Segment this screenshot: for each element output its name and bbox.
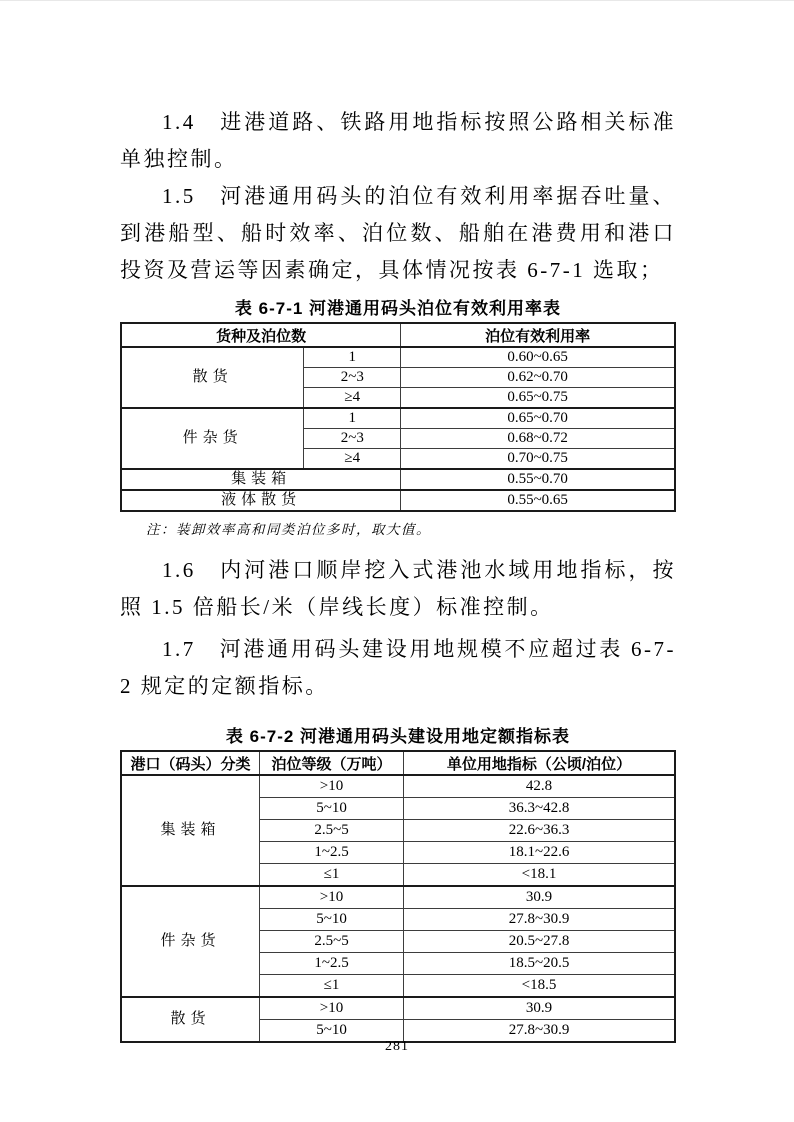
table-row bbox=[121, 886, 675, 909]
paragraph-1-7: 1.7 河港通用码头建设用地规模不应超过表 6-7-2 规定的定额指标。 bbox=[120, 637, 676, 698]
land-indicator-cell: <18.1 bbox=[404, 864, 675, 887]
berth-class-cell: 5~10 bbox=[260, 909, 404, 931]
berth-count-cell: 2~3 bbox=[304, 368, 401, 388]
berth-class-cell: ≤1 bbox=[260, 864, 404, 887]
land-indicator-cell: 42.8 bbox=[404, 775, 675, 798]
land-indicator-cell: 22.6~36.3 bbox=[404, 820, 675, 842]
land-indicator-cell: 20.5~27.8 bbox=[404, 931, 675, 953]
cargo-type-cell: 散货 bbox=[121, 997, 260, 1042]
berth-count-cell: 1 bbox=[304, 408, 401, 429]
utilization-rate-cell: 0.55~0.65 bbox=[401, 490, 675, 511]
table-6-7-1-berth-utilization bbox=[120, 322, 676, 512]
t1-header-utilization-rate: 泊位有效利用率 bbox=[401, 323, 675, 347]
table-row bbox=[121, 347, 675, 368]
utilization-rate-cell: 0.55~0.70 bbox=[401, 469, 675, 490]
table-row bbox=[121, 408, 675, 429]
berth-class-cell: >10 bbox=[260, 886, 404, 909]
berth-class-cell: >10 bbox=[260, 997, 404, 1020]
table-row bbox=[121, 490, 675, 511]
paragraph-1-5: 1.5 河港通用码头的泊位有效利用率据吞吐量、到港船型、船时效率、泊位数、船舶在港费用和港口投资及营运等因素确定，具体情况按表 6-7-1 选取； bbox=[120, 184, 676, 282]
paragraph-1-4: 1.4 进港道路、铁路用地指标按照公路相关标准单独控制。 bbox=[120, 110, 676, 171]
berth-class-cell: 5~10 bbox=[260, 1020, 404, 1043]
table-6-7-1-title: 表 6-7-1 河港通用码头泊位有效利用率表 bbox=[234, 299, 562, 318]
utilization-rate-cell: 0.65~0.70 bbox=[401, 408, 675, 429]
land-indicator-cell: 27.8~30.9 bbox=[404, 909, 675, 931]
cargo-type-cell: 集装箱 bbox=[121, 775, 260, 886]
land-indicator-cell: <18.5 bbox=[404, 975, 675, 998]
berth-class-cell: ≤1 bbox=[260, 975, 404, 998]
cargo-type-cell: 液体散货 bbox=[121, 490, 401, 511]
land-indicator-cell: 36.3~42.8 bbox=[404, 798, 675, 820]
t1-header-cargo-and-berths: 货种及泊位数 bbox=[121, 323, 401, 347]
berth-class-cell: 5~10 bbox=[260, 798, 404, 820]
berth-count-cell: ≥4 bbox=[304, 388, 401, 409]
table-row bbox=[121, 997, 675, 1020]
utilization-rate-cell: 0.62~0.70 bbox=[401, 368, 675, 388]
cargo-type-cell: 件杂货 bbox=[121, 886, 260, 997]
berth-class-cell: 2.5~5 bbox=[260, 820, 404, 842]
land-indicator-cell: 18.5~20.5 bbox=[404, 953, 675, 975]
page-number: 281 bbox=[385, 1039, 409, 1054]
utilization-rate-cell: 0.65~0.75 bbox=[401, 388, 675, 409]
table-header-row bbox=[121, 751, 675, 775]
berth-class-cell: 2.5~5 bbox=[260, 931, 404, 953]
berth-count-cell: ≥4 bbox=[304, 449, 401, 470]
land-indicator-cell: 30.9 bbox=[404, 886, 675, 909]
land-indicator-cell: 30.9 bbox=[404, 997, 675, 1020]
paragraph-1-6: 1.6 内河港口顺岸挖入式港池水域用地指标，按照 1.5 倍船长/米（岸线长度）标准控制。 bbox=[120, 558, 676, 619]
berth-class-cell: 1~2.5 bbox=[260, 953, 404, 975]
utilization-rate-cell: 0.70~0.75 bbox=[401, 449, 675, 470]
table-6-7-2-land-use-quota bbox=[120, 750, 676, 1043]
cargo-type-cell: 件杂货 bbox=[121, 408, 304, 469]
cargo-type-cell: 集装箱 bbox=[121, 469, 401, 490]
berth-count-cell: 2~3 bbox=[304, 429, 401, 449]
land-indicator-cell: 18.1~22.6 bbox=[404, 842, 675, 864]
t2-header-port-classification: 港口（码头）分类 bbox=[121, 751, 260, 775]
t2-header-unit-land-indicator: 单位用地指标（公顷/泊位） bbox=[404, 751, 675, 775]
utilization-rate-cell: 0.68~0.72 bbox=[401, 429, 675, 449]
table-6-7-2-title: 表 6-7-2 河港通用码头建设用地定额指标表 bbox=[225, 727, 571, 746]
table-6-7-1-note: 注：装卸效率高和同类泊位多时，取大值。 bbox=[146, 522, 431, 537]
berth-class-cell: 1~2.5 bbox=[260, 842, 404, 864]
berth-count-cell: 1 bbox=[304, 347, 401, 368]
berth-class-cell: >10 bbox=[260, 775, 404, 798]
utilization-rate-cell: 0.60~0.65 bbox=[401, 347, 675, 368]
table-row bbox=[121, 469, 675, 490]
table-row bbox=[121, 775, 675, 798]
cargo-type-cell: 散货 bbox=[121, 347, 304, 408]
table-header-row bbox=[121, 323, 675, 347]
land-indicator-cell: 27.8~30.9 bbox=[404, 1020, 675, 1043]
t2-header-berth-class: 泊位等级（万吨） bbox=[260, 751, 404, 775]
